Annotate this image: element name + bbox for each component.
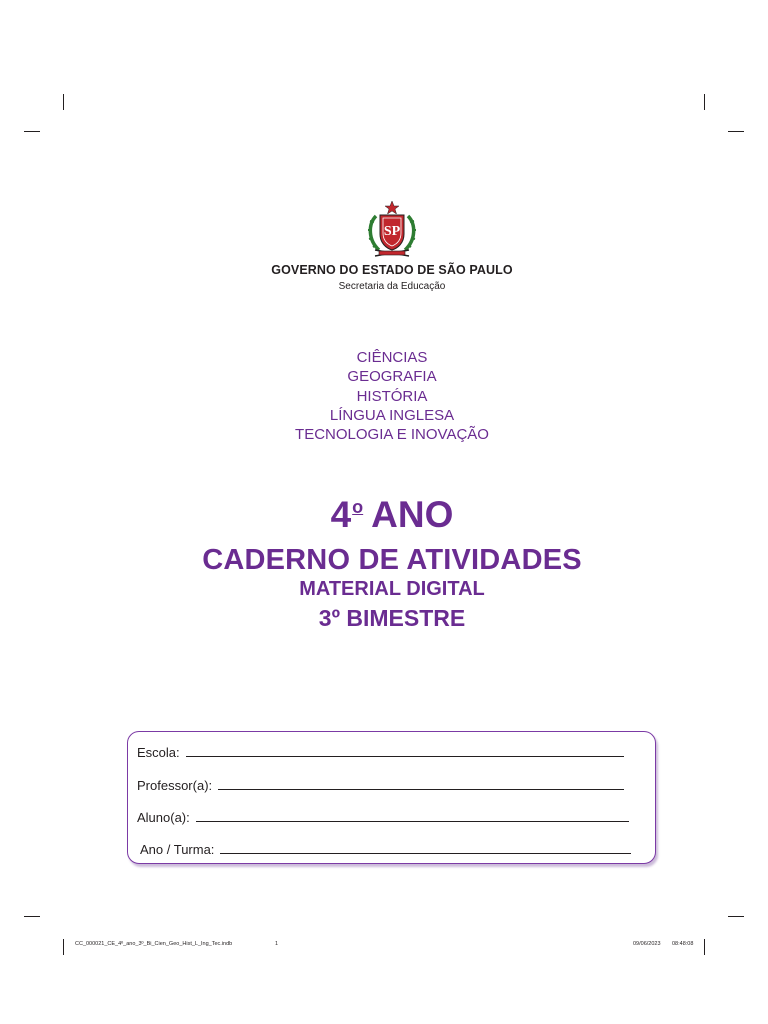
grade-label: ANO — [371, 494, 454, 535]
year-class-field[interactable] — [140, 842, 631, 857]
subject-item: CIÊNCIAS — [356, 349, 428, 366]
school-field[interactable] — [137, 745, 624, 760]
term-subtitle: 3º BIMESTRE — [318, 605, 466, 631]
notebook-title: CADERNO DE ATIVIDADES — [202, 544, 582, 576]
school-input-line[interactable] — [186, 756, 624, 757]
year-class-input-line[interactable] — [220, 853, 631, 854]
teacher-input-line[interactable] — [218, 789, 624, 790]
seal-letters: SP — [383, 224, 401, 239]
crop-mark-top-right-vertical — [704, 94, 705, 110]
subject-list — [0, 348, 768, 444]
crop-mark-bottom-left-vertical — [63, 939, 64, 955]
crop-mark-top-left-vertical — [63, 94, 64, 110]
student-field[interactable] — [137, 810, 629, 825]
subject-item: HISTÓRIA — [356, 387, 428, 405]
student-input-line[interactable] — [196, 821, 629, 822]
student-label: Aluno(a): — [137, 810, 190, 825]
crop-mark-bottom-right-horizontal — [728, 916, 744, 917]
crop-mark-bottom-left-horizontal — [24, 916, 40, 917]
footer-filename: CC_000021_CE_4º_ano_3º_Bi_Cien_Geo_Hist_L_Ing_Tec.indb — [75, 941, 233, 947]
year-class-label: Ano / Turma: — [140, 842, 215, 857]
crop-mark-top-right-horizontal — [728, 131, 744, 132]
subject-item: LÍNGUA INGLESA — [329, 406, 455, 424]
grade-number: 4 — [330, 494, 352, 535]
subject-item: GEOGRAFIA — [347, 368, 437, 386]
student-info-form — [127, 731, 656, 864]
crop-mark-top-left-horizontal — [24, 131, 40, 132]
grade-ordinal-indicator: o — [352, 497, 364, 517]
teacher-field[interactable] — [137, 778, 624, 793]
teacher-label: Professor(a): — [137, 778, 213, 793]
material-subtitle: MATERIAL DIGITAL — [299, 578, 485, 600]
school-label: Escola: — [137, 745, 180, 760]
government-title: GOVERNO DO ESTADO DE SÃO PAULO — [271, 263, 513, 277]
footer-date: 09/06/2023 — [633, 941, 661, 947]
department-subtitle: Secretaria da Educação — [338, 281, 446, 292]
sao-paulo-seal-icon — [363, 200, 421, 260]
crop-mark-bottom-right-vertical — [704, 939, 705, 955]
footer-page-number: 1 — [275, 941, 279, 947]
grade-heading — [0, 486, 768, 536]
footer-time: 08:48:08 — [672, 941, 694, 947]
subject-item: TECNOLOGIA E INOVAÇÃO — [295, 426, 489, 444]
